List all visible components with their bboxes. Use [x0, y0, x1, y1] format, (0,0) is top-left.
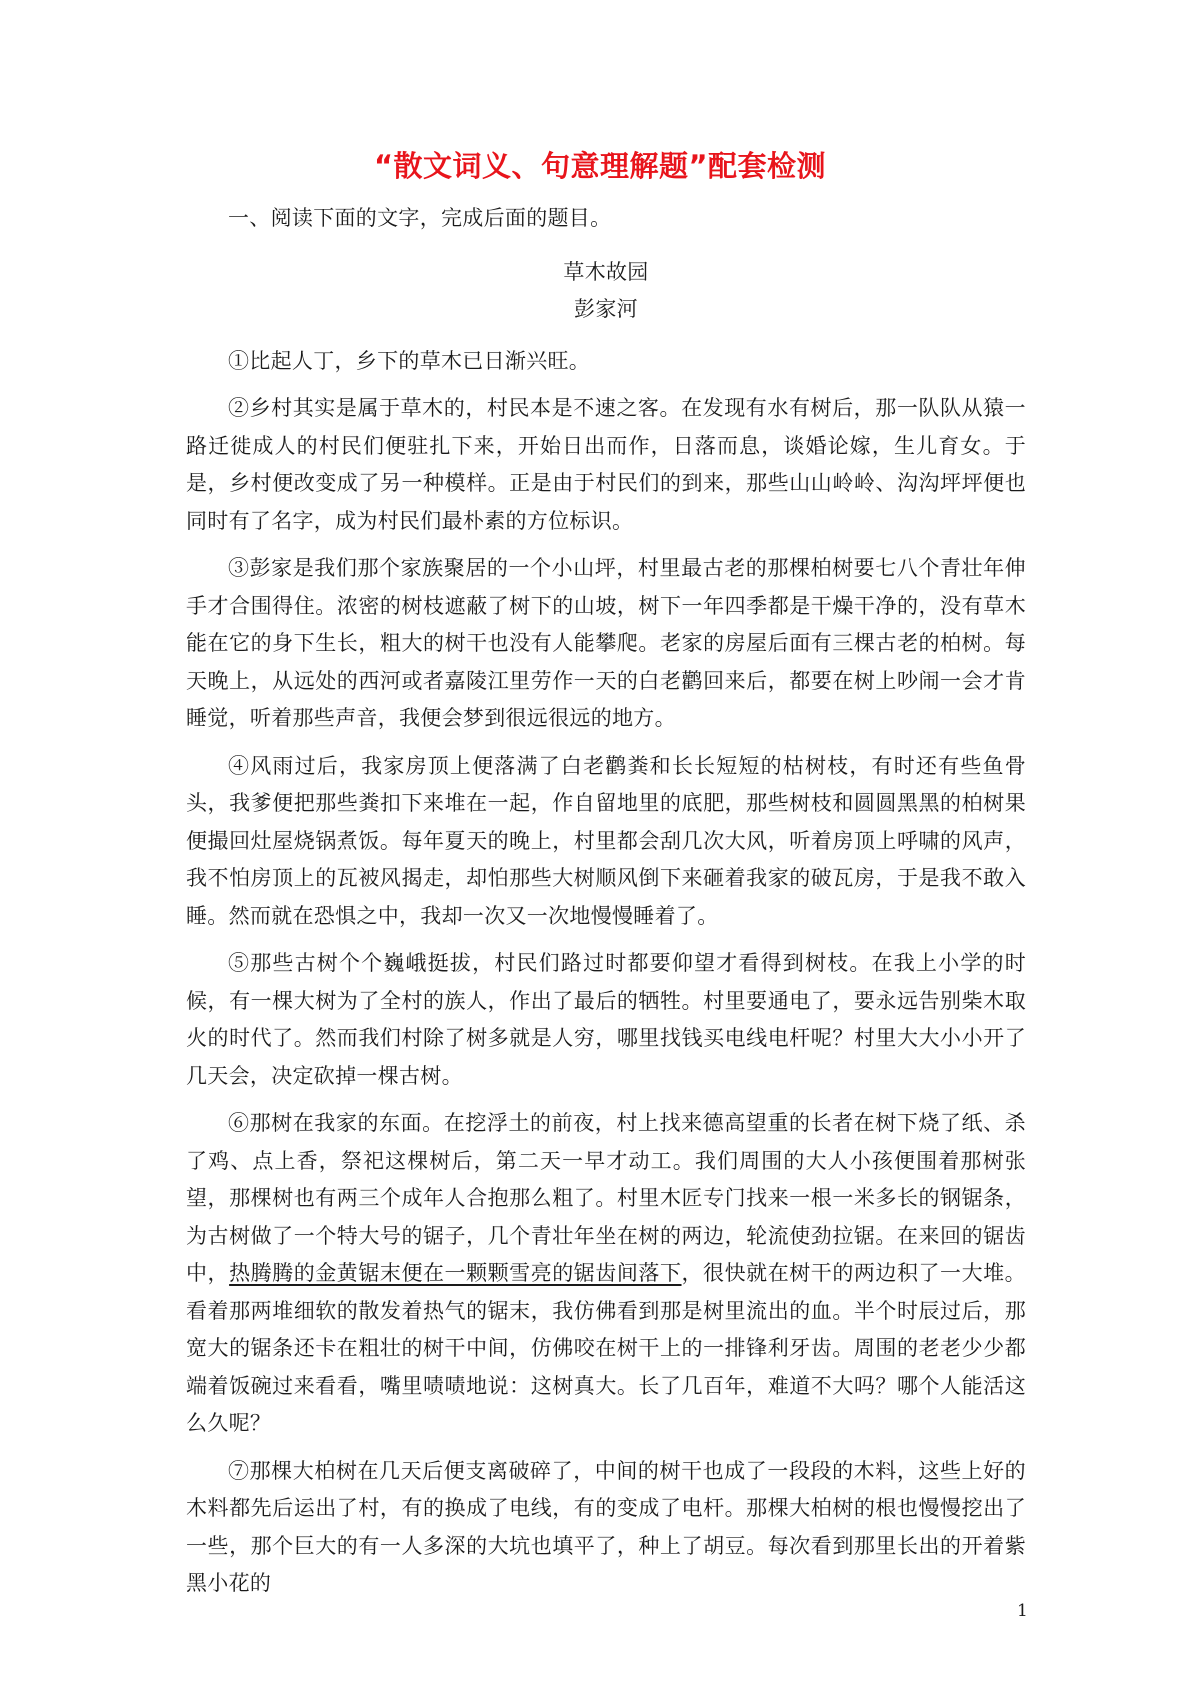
paragraph-6 — [186, 1105, 1026, 1443]
document-body — [186, 200, 1026, 1613]
document-title: “散文词义、句意理解题”配套检测 — [373, 149, 827, 183]
article-author: 彭家河 — [574, 297, 638, 321]
page-number: 1 — [1017, 1601, 1028, 1621]
section-heading: 一、阅读下面的文字，完成后面的题目。 — [228, 206, 612, 230]
article-title: 草木故园 — [563, 259, 649, 284]
underlined-sentence: 热腾腾的金黄锯末便在一颗颗雪亮的锯齿间落下 — [229, 1261, 682, 1285]
paragraph-6-text-before: ⑥那树在我家的东面。在挖浮土的前夜，村上找来德高望重的长者在树下烧了纸、杀了鸡、点上香，祭祀这棵树后，第二天一早才动工。我们周围的大人小孩便围着那树张望，那棵树也有两三个成年人合抱那么粗了。村里木匠专门找来一根一米多长的钢锯条，为古树做了一个特大号的锯子，几个青壮年坐在树的两边，轮流使劲拉锯。在来回的锯齿中， — [186, 1111, 1026, 1285]
paragraph-1: ①比起人丁，乡下的草木已日渐兴旺。 — [228, 348, 591, 373]
paragraph-6-text-after: ，很快就在树干的两边积了一大堆。看着那两堆细软的散发着热气的锯末，我仿佛看到那是树里流出的血。半个时辰过后，那宽大的锯条还卡在粗壮的树干中间，仿佛咬在树干上的一排锋利牙齿。周围的老老少少都端着饭碗过来看看，嘴里啧啧地说：这树真大。长了几百年，难道不大吗？哪个人能活这么久呢？ — [186, 1261, 1026, 1435]
paragraph-3: ③彭家是我们那个家族聚居的一个小山坪，村里最古老的那棵柏树要七八个青壮年伸手才合围得住。浓密的树枝遮蔽了树下的山坡，树下一年四季都是干燥干净的，没有草木能在它的身下生长，粗大的树干也没有人能攀爬。老家的房屋后面有三棵古老的柏树。每天晚上，从远处的西河或者嘉陵江里劳作一天的白老鹳回来后，都要在树上吵闹一会才肯睡觉，听着那些声音，我便会梦到很远很远的地方。 — [186, 556, 1026, 730]
paragraph-7: ⑦那棵大柏树在几天后便支离破碎了，中间的树干也成了一段段的木料，这些上好的木料都先后运出了村，有的换成了电线，有的变成了电杆。那棵大柏树的根也慢慢挖出了一些，那个巨大的有一人多深的大坑也填平了，种上了胡豆。每次看到那里长出的开着紫黑小花的 — [186, 1458, 1026, 1595]
paragraph-2: ②乡村其实是属于草木的，村民本是不速之客。在发现有水有树后，那一队队从猿一路迁徙成人的村民们便驻扎下来，开始日出而作，日落而息，谈婚论嫁，生儿育女。于是，乡村便改变成了另一种模样。正是由于村民们的到来，那些山山岭岭、沟沟坪坪便也同时有了名字，成为村民们最朴素的方位标识。 — [186, 396, 1026, 533]
paragraph-5: ⑤那些古树个个巍峨挺拔，村民们路过时都要仰望才看得到树枝。在我上小学的时候，有一棵大树为了全村的族人，作出了最后的牺牲。村里要通电了，要永远告别柴木取火的时代了。然而我们村除了树多就是人穷，哪里找钱买电线电杆呢？村里大大小小开了几天会，决定砍掉一棵古树。 — [186, 951, 1026, 1088]
paragraph-4: ④风雨过后，我家房顶上便落满了白老鹳粪和长长短短的枯树枝，有时还有些鱼骨头，我爹便把那些粪扣下来堆在一起，作自留地里的底肥，那些树枝和圆圆黑黑的柏树果便撮回灶屋烧锅煮饭。每年夏天的晚上，村里都会刮几次大风，听着房顶上呼啸的风声，我不怕房顶上的瓦被风揭走，却怕那些大树顺风倒下来砸着我家的破瓦房，于是我不敢入睡。然而就在恐惧之中，我却一次又一次地慢慢睡着了。 — [186, 753, 1026, 928]
